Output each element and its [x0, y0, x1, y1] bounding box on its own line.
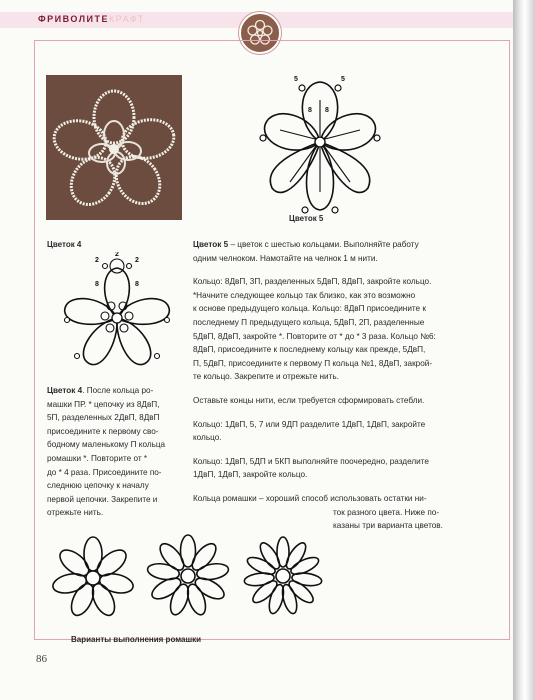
flower5-label: 5: [294, 76, 298, 83]
daisy-variants: [45, 530, 335, 625]
book-spine: [513, 0, 535, 700]
flower5-label: 8: [325, 107, 329, 114]
flower4-diagram: [55, 252, 180, 377]
page-number: 86: [36, 653, 47, 665]
flower4-instructions: Цветок 4. После кольца ро- машки ПР. * цепочку из 8ДвП, 5П, разделенных 2ДвП, 8ДвП присоедините к первому сво- бодному маленькому П кольца ромашки *. Повторите от * до * 4 раза. Присоедините по- следнюю цепочку к началу первой цепочки. Закрепите и отрежьте нить.: [47, 386, 166, 518]
daisy-caption: Варианты выполнения ромашки: [71, 635, 202, 644]
flower4-label: 8: [135, 281, 139, 288]
flower5-label: 5: [341, 76, 345, 83]
flower4-caption: Цветок 4: [47, 240, 82, 249]
flower5-diagram: [250, 70, 395, 220]
section-title: ФРИВОЛИТЕКРАФТ: [38, 14, 145, 24]
daisy-variant-3: [244, 537, 323, 615]
flower5-caption: Цветок 5: [289, 214, 324, 223]
flower4-label: 8: [95, 281, 99, 288]
flower5-instructions: Цветок 5 – цветок с шестью кольцами. Выполняйте работу одним челноком. Намотайте на челнок 1 м нити. Кольцо: 8ДвП, 3П, разделенных 5ДвП, 8ДвП, закройте кольцо. *Начните следующее кольцо так близко, как это возможно к основе предыдущего кольца. Кольцо: 8ДвП присоедините к последнему П предыдущего кольца, 5ДвП, 2П, разделенные 5ДвП, 8ДвП, закройте *. Повторите от * до * 3 раза. Кольцо №6: 8ДвП, присоедините к последнему кольцу как прежде, 5ДвП, П, 5ДвП, присоедините к первому П кольца №1, 8ДвП, закрой- те кольцо. Закрепите и отрежьте нить. Оставьте концы нити, если требуется сформировать стебли. Кольцо: 1ДвП, 5, 7 или 9ДП разделите 1ДвП, 1ДвП, закройте кольцо. Кольцо: 1ДвП, 5ДП и 5КП выполняйте поочередно, разделите 1ДвП, 1ДвП, закройте кольцо. Кольца ромашки – хороший способ использовать остатки ни- ток разного цвета. Ниже по- казаны три варианта цветов.: [193, 240, 443, 531]
flower4-label: 2: [135, 257, 139, 264]
daisy-variant-2: [146, 535, 229, 617]
flower4-label: 2: [115, 252, 119, 258]
flower-photo: [46, 75, 182, 220]
daisy-variant-1: [51, 537, 135, 619]
flower5-label: 8: [308, 107, 312, 114]
flower4-label: 2: [95, 257, 99, 264]
